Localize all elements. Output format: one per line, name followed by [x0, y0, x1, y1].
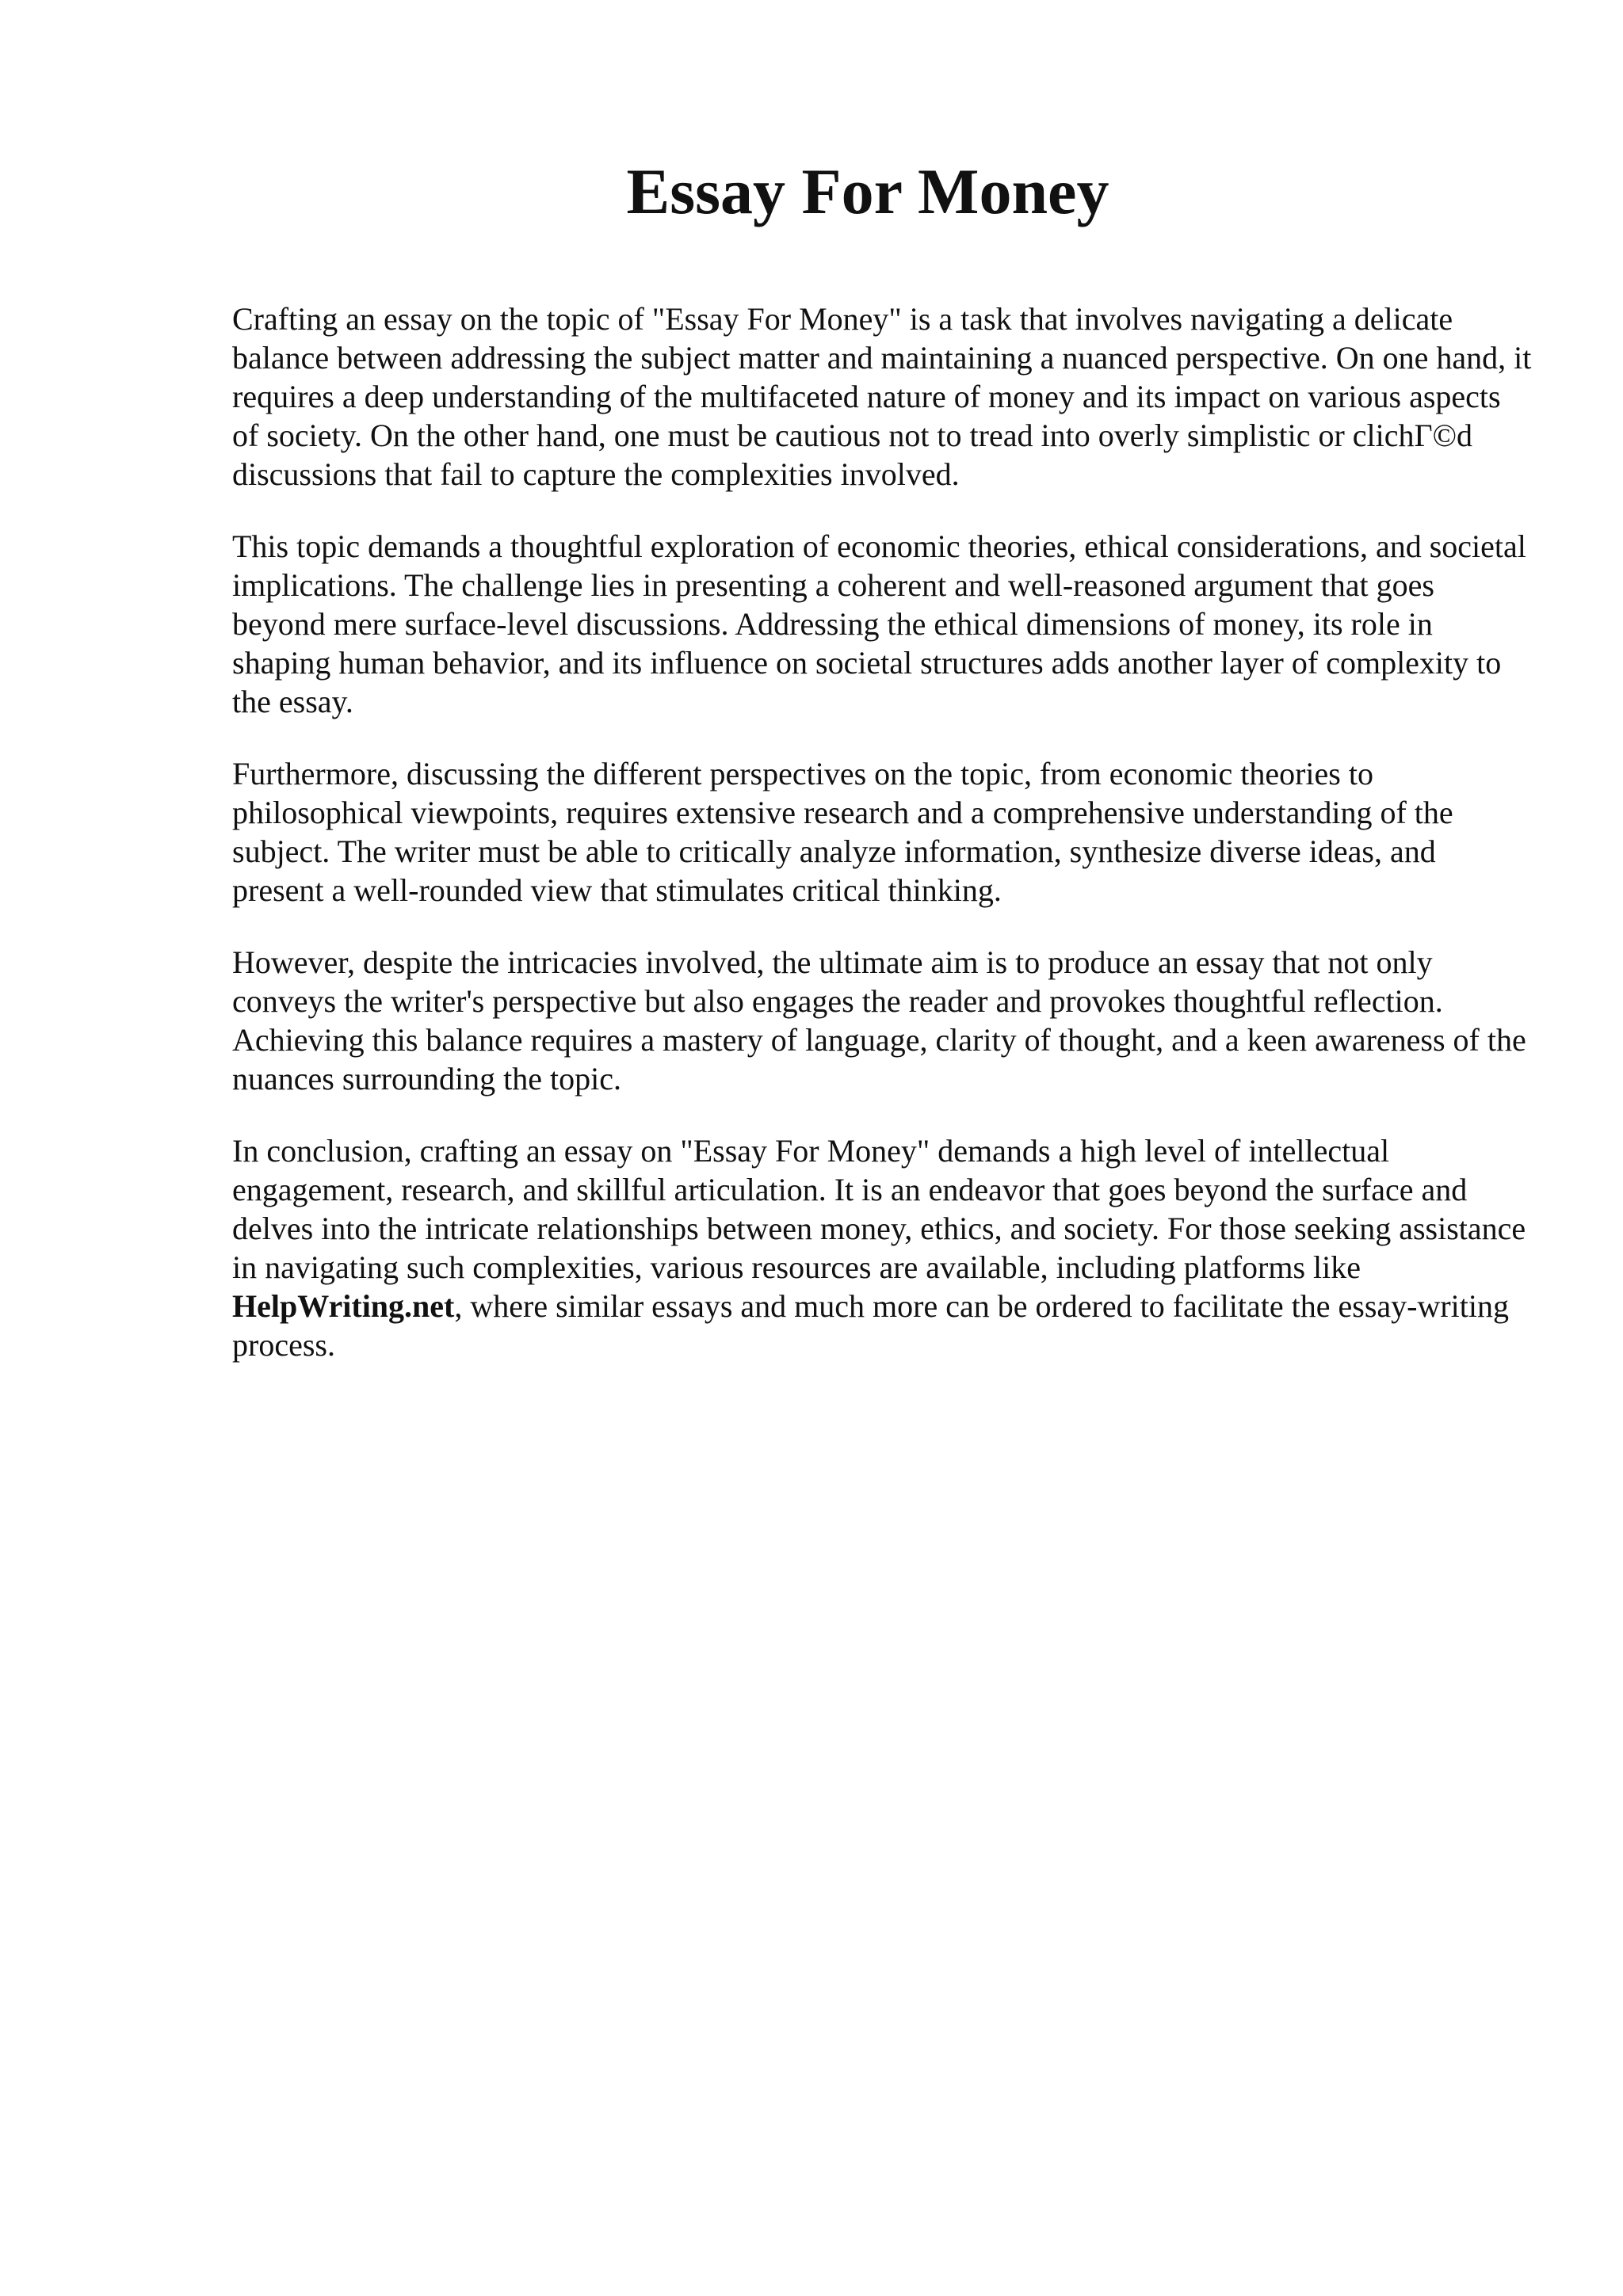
paragraph-aim: However, despite the intricacies involved, the ultimate aim is to produce an essay that not only conveys the writer's perspective but also engages the reader and provokes thoughtful reflection. Achieving this balance requires a mastery of language, clarity of thought, and a keen awareness of the nuances surrounding the topic.: [232, 944, 1526, 1097]
paragraph-topic-demands: This topic demands a thoughtful exploration of economic theories, ethical considerations, and societal implications. The challenge lies in presenting a coherent and well-reasoned argument that goes beyond mere surface-level discussions. Addressing the ethical dimensions of money, its role in shaping human behavior, and its influence on societal structures adds another layer of complexity to the essay.: [232, 528, 1526, 719]
conclusion-text-after: , where similar essays and much more can be ordered to facilitate the essay-writing process.: [232, 1288, 1509, 1363]
document-body: [232, 299, 1532, 1398]
paragraph-conclusion: [232, 1131, 1532, 1364]
helpwriting-link[interactable]: HelpWriting.net: [232, 1288, 455, 1324]
paragraph-intro: Crafting an essay on the topic of "Essay For Money" is a task that involves navigating a delicate balance between addressing the subject matter and maintaining a nuanced perspective. On one hand, it requires a deep understanding of the multifaceted nature of money and its impact on various aspects of society. On the other hand, one must be cautious not to tread into overly simplistic or clichГ©d discussions that fail to capture the complexities involved.: [232, 301, 1532, 492]
paragraph-perspectives: Furthermore, discussing the different perspectives on the topic, from economic theories to philosophical viewpoints, requires extensive research and a comprehensive understanding of the subject. The writer must be able to critically analyze information, synthesize diverse ideas, and present a well-rounded view that stimulates critical thinking.: [232, 756, 1453, 908]
conclusion-text-before: In conclusion, crafting an essay on "Essay For Money" demands a high level of intellectual engagement, research, and skillful articulation. It is an endeavor that goes beyond the surface and delves into the intricate relationships between money, ethics, and society. For those seeking assistance in navigating such complexities, various resources are available, including platforms like: [232, 1133, 1526, 1285]
document-title: Essay For Money: [626, 155, 1109, 227]
